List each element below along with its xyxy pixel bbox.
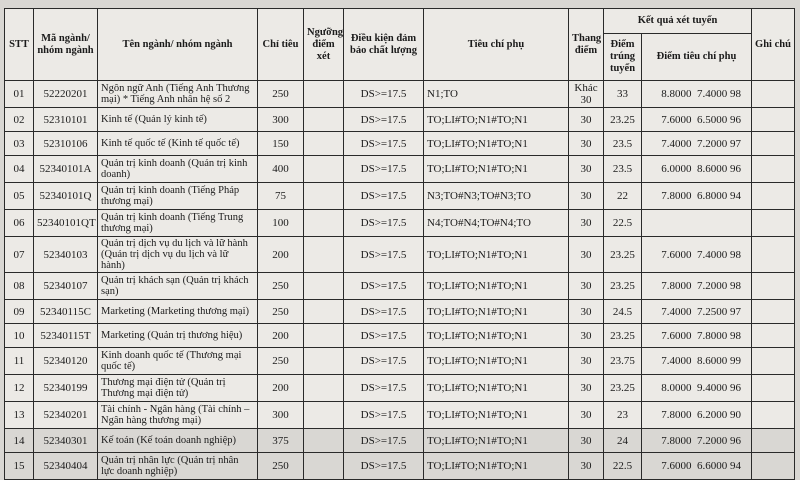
cell-scale: 30 xyxy=(569,108,604,132)
cell-name: Quản trị kinh doanh (Tiếng Pháp thương mại) xyxy=(98,183,258,210)
cell-threshold xyxy=(304,300,344,324)
cell-scale: 30 xyxy=(569,132,604,156)
cell-threshold xyxy=(304,210,344,237)
cell-score: 23.25 xyxy=(604,108,642,132)
cell-note xyxy=(752,156,795,183)
cell-name: Ngôn ngữ Anh (Tiếng Anh Thương mại) * Tiếng Anh nhân hệ số 2 xyxy=(98,81,258,108)
cell-stt: 06 xyxy=(5,210,34,237)
cell-scale: 30 xyxy=(569,183,604,210)
cell-code: 52310106 xyxy=(34,132,98,156)
cell-threshold xyxy=(304,237,344,273)
header-result-group: Kết quả xét tuyển xyxy=(604,9,752,34)
cell-sub-score: 7.6000 6.6000 94 xyxy=(642,453,752,480)
table-row xyxy=(5,210,795,237)
cell-stt: 01 xyxy=(5,81,34,108)
cell-threshold xyxy=(304,402,344,429)
cell-sub-criteria: TO;LI#TO;N1#TO;N1 xyxy=(424,156,569,183)
cell-name: Quản trị dịch vụ du lịch và lữ hành (Quản trị dịch vụ du lịch và lữ hành) xyxy=(98,237,258,273)
table-row xyxy=(5,132,795,156)
header-code: Mã ngành/ nhóm ngành xyxy=(34,9,98,81)
cell-scale: Khác 30 xyxy=(569,81,604,108)
cell-sub-criteria: TO;LI#TO;N1#TO;N1 xyxy=(424,453,569,480)
cell-stt: 05 xyxy=(5,183,34,210)
cell-score: 23.75 xyxy=(604,348,642,375)
cell-quality: DS>=17.5 xyxy=(344,453,424,480)
cell-quality: DS>=17.5 xyxy=(344,237,424,273)
cell-quota: 250 xyxy=(258,348,304,375)
cell-quota: 250 xyxy=(258,453,304,480)
cell-quality: DS>=17.5 xyxy=(344,375,424,402)
cell-quota: 250 xyxy=(258,81,304,108)
cell-score: 24 xyxy=(604,429,642,453)
cell-code: 52340115T xyxy=(34,324,98,348)
cell-name: Quản trị kinh doanh (Quản trị kinh doanh) xyxy=(98,156,258,183)
cell-quality: DS>=17.5 xyxy=(344,324,424,348)
cell-code: 52340301 xyxy=(34,429,98,453)
cell-code: 52340107 xyxy=(34,273,98,300)
cell-scale: 30 xyxy=(569,453,604,480)
cell-scale: 30 xyxy=(569,237,604,273)
cell-sub-criteria: TO;LI#TO;N1#TO;N1 xyxy=(424,324,569,348)
cell-sub-score: 7.8000 6.2000 90 xyxy=(642,402,752,429)
cell-scale: 30 xyxy=(569,156,604,183)
cell-sub-criteria: N4;TO#N4;TO#N4;TO xyxy=(424,210,569,237)
cell-scale: 30 xyxy=(569,429,604,453)
cell-note xyxy=(752,237,795,273)
cell-quality: DS>=17.5 xyxy=(344,156,424,183)
cell-sub-score: 6.0000 8.6000 96 xyxy=(642,156,752,183)
cell-threshold xyxy=(304,429,344,453)
table-row xyxy=(5,453,795,480)
table-body xyxy=(5,81,795,480)
cell-quality: DS>=17.5 xyxy=(344,429,424,453)
header-note: Ghi chú xyxy=(752,9,795,81)
cell-quota: 200 xyxy=(258,375,304,402)
cell-threshold xyxy=(304,348,344,375)
cell-threshold xyxy=(304,156,344,183)
cell-sub-score: 7.6000 6.5000 96 xyxy=(642,108,752,132)
cell-quality: DS>=17.5 xyxy=(344,132,424,156)
cell-scale: 30 xyxy=(569,273,604,300)
cell-name: Marketing (Marketing thương mại) xyxy=(98,300,258,324)
cell-quota: 200 xyxy=(258,237,304,273)
cell-threshold xyxy=(304,273,344,300)
cell-sub-criteria: TO;LI#TO;N1#TO;N1 xyxy=(424,300,569,324)
cell-score: 22.5 xyxy=(604,210,642,237)
cell-scale: 30 xyxy=(569,375,604,402)
cell-note xyxy=(752,402,795,429)
cell-note xyxy=(752,108,795,132)
table-row xyxy=(5,183,795,210)
cell-quota: 300 xyxy=(258,402,304,429)
cell-sub-score: 7.6000 7.8000 98 xyxy=(642,324,752,348)
cell-note xyxy=(752,453,795,480)
cell-sub-score: 7.8000 7.2000 96 xyxy=(642,429,752,453)
cell-quality: DS>=17.5 xyxy=(344,108,424,132)
cell-sub-criteria: N3;TO#N3;TO#N3;TO xyxy=(424,183,569,210)
cell-code: 52340404 xyxy=(34,453,98,480)
cell-code: 52220201 xyxy=(34,81,98,108)
cell-threshold xyxy=(304,108,344,132)
cell-stt: 07 xyxy=(5,237,34,273)
cell-score: 22.5 xyxy=(604,453,642,480)
cell-score: 23.25 xyxy=(604,375,642,402)
cell-quality: DS>=17.5 xyxy=(344,402,424,429)
cell-sub-score xyxy=(642,210,752,237)
cell-code: 52340101QT xyxy=(34,210,98,237)
cell-stt: 15 xyxy=(5,453,34,480)
cell-scale: 30 xyxy=(569,402,604,429)
table-row xyxy=(5,375,795,402)
cell-code: 52340101Q xyxy=(34,183,98,210)
cell-sub-score: 8.8000 7.4000 98 xyxy=(642,81,752,108)
cell-sub-criteria: TO;LI#TO;N1#TO;N1 xyxy=(424,375,569,402)
cell-stt: 04 xyxy=(5,156,34,183)
table-row xyxy=(5,324,795,348)
header-quality: Điều kiện đảm bảo chất lượng xyxy=(344,9,424,81)
cell-name: Marketing (Quản trị thương hiệu) xyxy=(98,324,258,348)
cell-name: Kinh tế quốc tế (Kinh tế quốc tế) xyxy=(98,132,258,156)
cell-quota: 250 xyxy=(258,273,304,300)
cell-score: 33 xyxy=(604,81,642,108)
cell-sub-score: 7.8000 7.2000 98 xyxy=(642,273,752,300)
table-row xyxy=(5,156,795,183)
cell-quota: 150 xyxy=(258,132,304,156)
cell-score: 23.5 xyxy=(604,156,642,183)
cell-stt: 08 xyxy=(5,273,34,300)
cell-quota: 400 xyxy=(258,156,304,183)
cell-score: 23.25 xyxy=(604,237,642,273)
cell-code: 52340101A xyxy=(34,156,98,183)
cell-quality: DS>=17.5 xyxy=(344,273,424,300)
cell-quota: 300 xyxy=(258,108,304,132)
cell-note xyxy=(752,273,795,300)
admission-results-sheet xyxy=(4,8,794,477)
admission-results-table xyxy=(4,8,795,480)
cell-score: 22 xyxy=(604,183,642,210)
cell-sub-criteria: TO;LI#TO;N1#TO;N1 xyxy=(424,108,569,132)
cell-scale: 30 xyxy=(569,324,604,348)
cell-name: Quản trị khách sạn (Quản trị khách sạn) xyxy=(98,273,258,300)
cell-code: 52310101 xyxy=(34,108,98,132)
cell-name: Kinh tế (Quản lý kinh tế) xyxy=(98,108,258,132)
cell-scale: 30 xyxy=(569,300,604,324)
cell-stt: 09 xyxy=(5,300,34,324)
cell-stt: 03 xyxy=(5,132,34,156)
cell-code: 52340201 xyxy=(34,402,98,429)
cell-sub-score: 7.6000 7.4000 98 xyxy=(642,237,752,273)
cell-sub-score: 8.0000 9.4000 96 xyxy=(642,375,752,402)
cell-threshold xyxy=(304,324,344,348)
header-stt: STT xyxy=(5,9,34,81)
cell-sub-criteria: TO;LI#TO;N1#TO;N1 xyxy=(424,348,569,375)
table-row xyxy=(5,429,795,453)
cell-sub-score: 7.4000 8.6000 99 xyxy=(642,348,752,375)
cell-quality: DS>=17.5 xyxy=(344,81,424,108)
header-sub-score: Điểm tiêu chí phụ xyxy=(642,34,752,81)
cell-score: 24.5 xyxy=(604,300,642,324)
cell-note xyxy=(752,81,795,108)
cell-scale: 30 xyxy=(569,348,604,375)
cell-sub-criteria: TO;LI#TO;N1#TO;N1 xyxy=(424,429,569,453)
cell-quota: 200 xyxy=(258,324,304,348)
cell-sub-criteria: TO;LI#TO;N1#TO;N1 xyxy=(424,237,569,273)
cell-note xyxy=(752,183,795,210)
cell-score: 23 xyxy=(604,402,642,429)
header-quota: Chỉ tiêu xyxy=(258,9,304,81)
cell-note xyxy=(752,210,795,237)
cell-name: Thương mại điện tử (Quản trị Thương mại điện tử) xyxy=(98,375,258,402)
cell-stt: 10 xyxy=(5,324,34,348)
cell-threshold xyxy=(304,132,344,156)
cell-code: 52340115C xyxy=(34,300,98,324)
table-row xyxy=(5,348,795,375)
cell-threshold xyxy=(304,453,344,480)
cell-sub-criteria: N1;TO xyxy=(424,81,569,108)
cell-note xyxy=(752,300,795,324)
cell-quality: DS>=17.5 xyxy=(344,300,424,324)
cell-stt: 14 xyxy=(5,429,34,453)
cell-quality: DS>=17.5 xyxy=(344,183,424,210)
cell-threshold xyxy=(304,81,344,108)
cell-threshold xyxy=(304,375,344,402)
cell-threshold xyxy=(304,183,344,210)
header-scale: Thang điểm xyxy=(569,9,604,81)
cell-quota: 250 xyxy=(258,300,304,324)
cell-code: 52340120 xyxy=(34,348,98,375)
cell-note xyxy=(752,324,795,348)
cell-name: Quản trị kinh doanh (Tiếng Trung thương mại) xyxy=(98,210,258,237)
cell-stt: 12 xyxy=(5,375,34,402)
cell-name: Kế toán (Kế toán doanh nghiệp) xyxy=(98,429,258,453)
cell-note xyxy=(752,375,795,402)
cell-stt: 13 xyxy=(5,402,34,429)
cell-quality: DS>=17.5 xyxy=(344,348,424,375)
table-row xyxy=(5,108,795,132)
header-name: Tên ngành/ nhóm ngành xyxy=(98,9,258,81)
table-row xyxy=(5,402,795,429)
cell-sub-criteria: TO;LI#TO;N1#TO;N1 xyxy=(424,273,569,300)
cell-stt: 11 xyxy=(5,348,34,375)
cell-sub-criteria: TO;LI#TO;N1#TO;N1 xyxy=(424,132,569,156)
cell-quota: 100 xyxy=(258,210,304,237)
header-score: Điểm trúng tuyển xyxy=(604,34,642,81)
cell-sub-score: 7.4000 7.2500 97 xyxy=(642,300,752,324)
cell-name: Kinh doanh quốc tế (Thương mại quốc tế) xyxy=(98,348,258,375)
cell-score: 23.25 xyxy=(604,273,642,300)
cell-sub-score: 7.4000 7.2000 97 xyxy=(642,132,752,156)
table-row xyxy=(5,300,795,324)
cell-sub-criteria: TO;LI#TO;N1#TO;N1 xyxy=(424,402,569,429)
table-row xyxy=(5,81,795,108)
cell-sub-score: 7.8000 6.8000 94 xyxy=(642,183,752,210)
cell-code: 52340199 xyxy=(34,375,98,402)
cell-quota: 375 xyxy=(258,429,304,453)
header-sub-criteria: Tiêu chí phụ xyxy=(424,9,569,81)
cell-name: Tài chính - Ngân hàng (Tài chính – Ngân hàng thương mại) xyxy=(98,402,258,429)
cell-quality: DS>=17.5 xyxy=(344,210,424,237)
cell-score: 23.25 xyxy=(604,324,642,348)
table-row xyxy=(5,273,795,300)
header-threshold: Ngưỡng điểm xét xyxy=(304,9,344,81)
cell-quota: 75 xyxy=(258,183,304,210)
cell-note xyxy=(752,132,795,156)
cell-name: Quản trị nhân lực (Quản trị nhân lực doanh nghiệp) xyxy=(98,453,258,480)
cell-note xyxy=(752,348,795,375)
cell-note xyxy=(752,429,795,453)
table-row xyxy=(5,237,795,273)
cell-stt: 02 xyxy=(5,108,34,132)
cell-score: 23.5 xyxy=(604,132,642,156)
cell-scale: 30 xyxy=(569,210,604,237)
cell-code: 52340103 xyxy=(34,237,98,273)
